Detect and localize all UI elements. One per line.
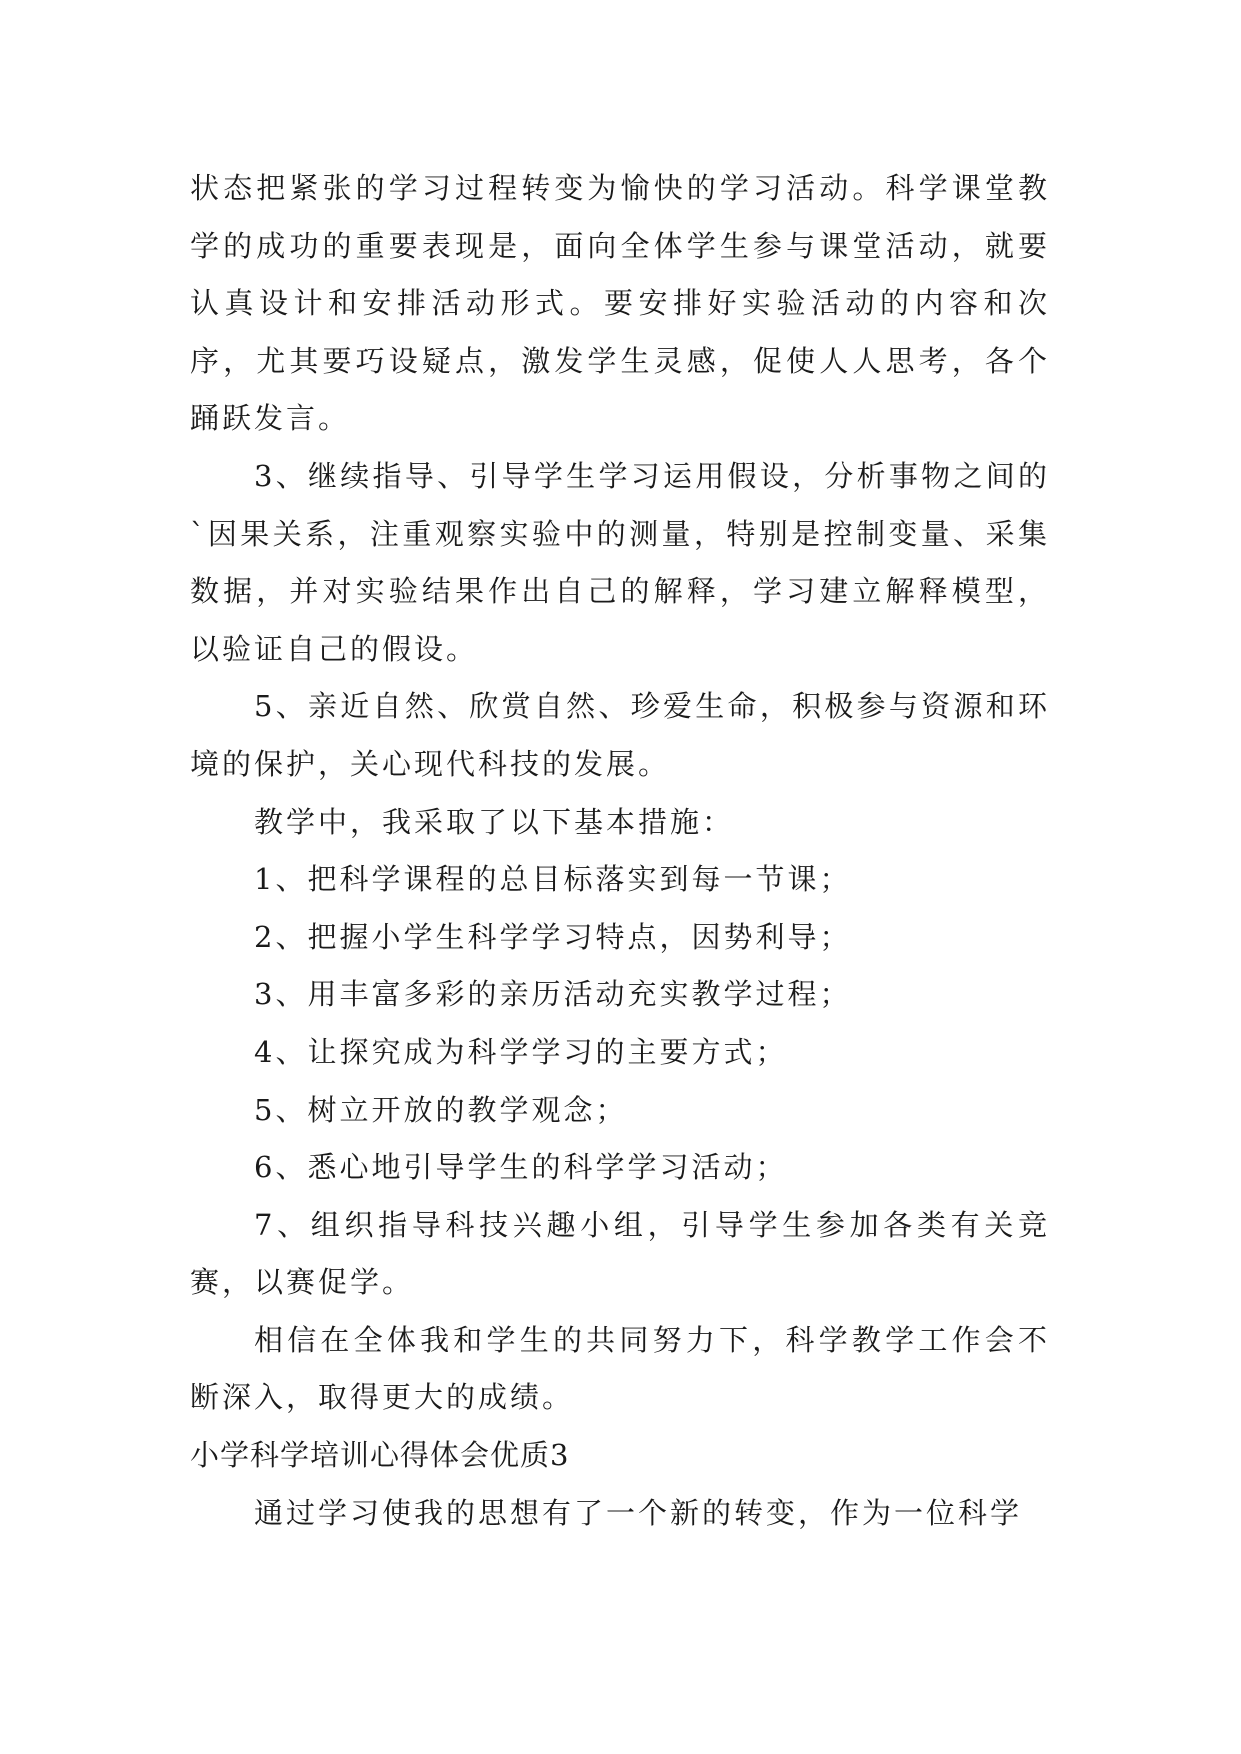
list-item-measure-7: 7、组织指导科技兴趣小组，引导学生参加各类有关竞赛，以赛促学。 [190,1207,1050,1300]
list-item-measure-5: 5、树立开放的教学观念； [254,1092,628,1127]
section-heading: 小学科学培训心得体会优质3 [190,1438,570,1473]
paragraph-new-section-start: 通过学习使我的思想有了一个新的转变，作为一位科学 [254,1495,1023,1530]
paragraph-item-3-hypothesis: 3、继续指导、引导学生学习运用假设，分析事物之间的`因果关系，注重观察实验中的测量，特别是控制变量、采集数据，并对实验结果作出自己的解释，学习建立解释模型，以验证自己的假设。 [190,458,1050,666]
list-item-measure-2: 2、把握小学生科学学习特点，因势利导； [254,919,852,954]
list-item-measure-6: 6、悉心地引导学生的科学学习活动； [254,1150,788,1185]
paragraph-activity-design: 状态把紧张的学习过程转变为愉快的学习活动。科学课堂教学的成功的重要表现是，面向全体学生参与课堂活动，就要认真设计和安排活动形式。要安排好实验活动的内容和次序，尤其要巧设疑点，激发学生灵感，促使人人思考，各个踊跃发言。 [190,171,1050,436]
document-body [190,160,1050,1542]
paragraph-conclusion: 相信在全体我和学生的共同努力下，科学教学工作会不断深入，取得更大的成绩。 [190,1322,1050,1415]
list-item-measure-4: 4、让探究成为科学学习的主要方式； [254,1034,788,1069]
paragraph-item-5-nature: 5、亲近自然、欣赏自然、珍爱生命，积极参与资源和环境的保护，关心现代科技的发展。 [190,689,1050,781]
list-item-measure-3: 3、用丰富多彩的亲历活动充实教学过程； [254,977,852,1012]
list-item-measure-1: 1、把科学课程的总目标落实到每一节课； [254,862,852,897]
paragraph-measures-intro: 教学中，我采取了以下基本措施： [254,804,735,839]
